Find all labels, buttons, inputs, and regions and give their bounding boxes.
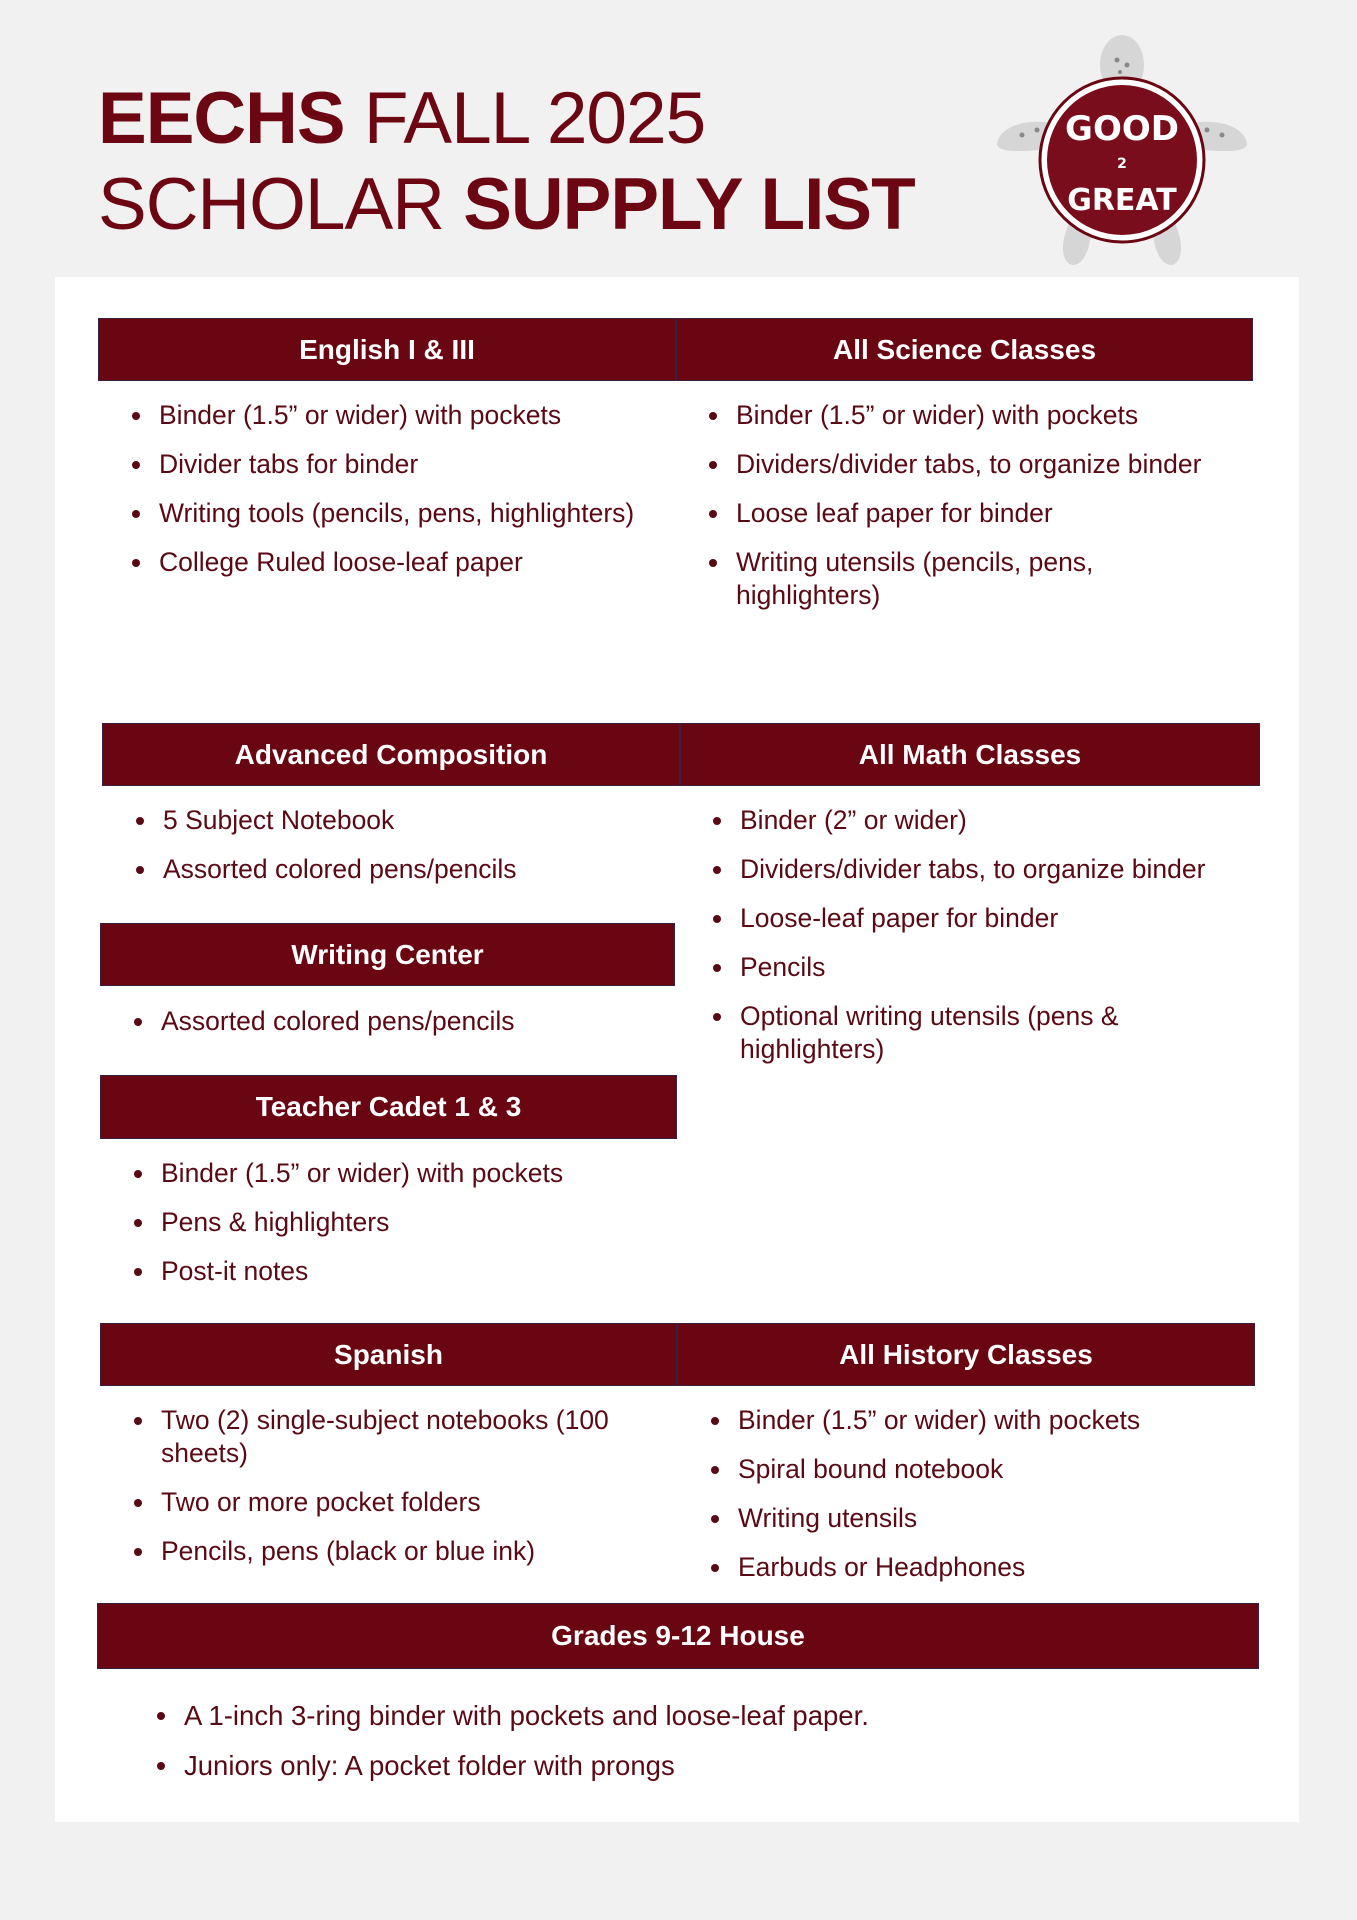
science-list: [709, 399, 1229, 628]
section-header-house: Grades 9-12 House: [97, 1603, 1259, 1669]
list-item: Binder (1.5” or wider) with pockets: [709, 399, 1229, 432]
english-list: [132, 399, 662, 595]
title-line-2: [98, 164, 915, 245]
section-header-spanish: Spanish: [100, 1323, 677, 1386]
title-supply-list: SUPPLY LIST: [463, 164, 915, 245]
list-item: Assorted colored pens/pencils: [134, 1005, 674, 1038]
list-item: Binder (1.5” or wider) with pockets: [132, 399, 662, 432]
title-line-1: [98, 78, 706, 159]
list-item: Pencils, pens (black or blue ink): [134, 1535, 664, 1568]
list-item: Optional writing utensils (pens & highlighters): [713, 1000, 1233, 1066]
list-item: Loose-leaf paper for binder: [713, 902, 1233, 935]
title-school: EECHS: [98, 78, 345, 159]
list-item: Spiral bound notebook: [711, 1453, 1251, 1486]
history-list: [711, 1404, 1251, 1600]
list-item: Assorted colored pens/pencils: [136, 853, 666, 886]
list-item: 5 Subject Notebook: [136, 804, 666, 837]
section-header-history: All History Classes: [677, 1323, 1255, 1386]
section-header-english: English I & III: [98, 318, 676, 381]
list-item: Binder (1.5” or wider) with pockets: [134, 1157, 694, 1190]
list-item: Post-it notes: [134, 1255, 694, 1288]
list-item: Writing utensils (pencils, pens, highlighters): [709, 546, 1229, 612]
list-item: Writing tools (pencils, pens, highlighters): [132, 497, 662, 530]
list-item: Pencils: [713, 951, 1233, 984]
spanish-list: [134, 1404, 664, 1584]
title-term: FALL 2025: [363, 78, 706, 159]
logo-text-good: GOOD: [1065, 109, 1179, 149]
list-item: Binder (2” or wider): [713, 804, 1233, 837]
section-header-writing-center: Writing Center: [100, 923, 675, 986]
teacher-cadet-list: [134, 1157, 694, 1304]
title-scholar: SCHOLAR: [98, 164, 444, 245]
section-header-math: All Math Classes: [680, 723, 1260, 786]
section-header-science: All Science Classes: [676, 318, 1253, 381]
list-item: Two (2) single-subject notebooks (100 sheets): [134, 1404, 664, 1470]
list-item: Loose leaf paper for binder: [709, 497, 1229, 530]
list-item: A 1-inch 3-ring binder with pockets and loose-leaf paper.: [157, 1699, 1207, 1733]
logo-text-2: 2: [1117, 156, 1127, 172]
list-item: Divider tabs for binder: [132, 448, 662, 481]
list-item: Writing utensils: [711, 1502, 1251, 1535]
turtle-logo-icon: [992, 30, 1252, 275]
section-header-teacher-cadet: Teacher Cadet 1 & 3: [100, 1075, 677, 1139]
logo-text-great: GREAT: [1067, 183, 1177, 218]
list-item: Binder (1.5” or wider) with pockets: [711, 1404, 1251, 1437]
list-item: Dividers/divider tabs, to organize binder: [709, 448, 1229, 481]
list-item: College Ruled loose-leaf paper: [132, 546, 662, 579]
house-list: [157, 1699, 1207, 1799]
list-item: Juniors only: A pocket folder with prongs: [157, 1749, 1207, 1783]
list-item: Pens & highlighters: [134, 1206, 694, 1239]
list-item: Earbuds or Headphones: [711, 1551, 1251, 1584]
advanced-composition-list: [136, 804, 666, 902]
section-header-advanced-composition: Advanced Composition: [102, 723, 680, 786]
list-item: Dividers/divider tabs, to organize binder: [713, 853, 1233, 886]
math-list: [713, 804, 1233, 1082]
list-item: Two or more pocket folders: [134, 1486, 664, 1519]
writing-center-list: [134, 1005, 674, 1054]
